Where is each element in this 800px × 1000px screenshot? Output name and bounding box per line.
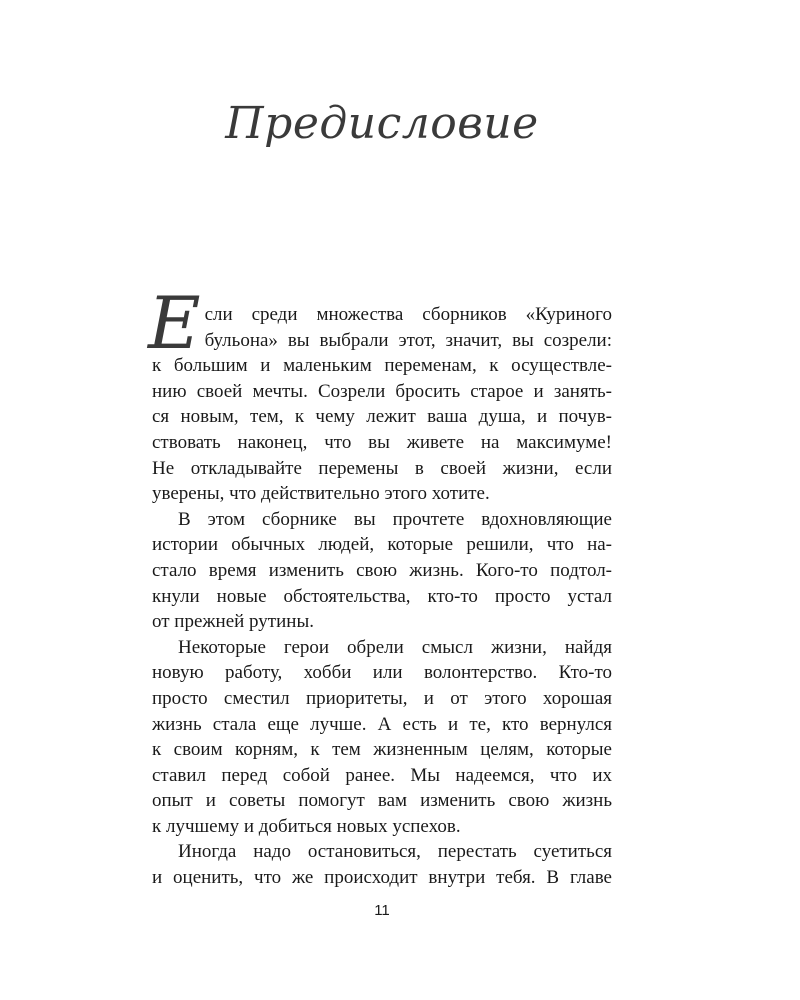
text-line: Некоторые герои обрели смысл жизни, найдя xyxy=(178,636,612,658)
text-line: к своим корням, к тем жизненным целям, которые xyxy=(152,739,612,761)
text-line: уверены, что действительно этого хотите. xyxy=(152,483,490,505)
text-line: от прежней рутины. xyxy=(152,611,314,633)
text-line: сли среди множества сборников «Куриного xyxy=(204,304,612,325)
text-line: просто сместил приоритеты, и от этого хорошая xyxy=(152,687,612,709)
paragraph-4 xyxy=(152,839,612,890)
drop-cap: Е xyxy=(148,281,201,365)
text-line: к лучшему и добиться новых успехов. xyxy=(152,815,461,837)
text-line: бульона» вы выбрали этот, значит, вы созрели: xyxy=(204,329,612,351)
text-line: к большим и маленьким переменам, к осуществле- xyxy=(152,355,612,377)
paragraph-2 xyxy=(152,507,612,635)
body-text xyxy=(148,281,612,891)
text-line: ствовать наконец, что вы живете на максимуме! xyxy=(152,431,612,453)
page-number: 11 xyxy=(374,902,390,919)
text-line: нию своей мечты. Созрели бросить старое и занять- xyxy=(152,380,612,402)
text-line: кнули новые обстоятельства, кто-то просто устал xyxy=(152,585,612,607)
text-line: стало время изменить свою жизнь. Кого-то подтол- xyxy=(152,559,612,581)
text-line: жизнь стала еще лучше. А есть и те, кто вернулся xyxy=(152,713,612,735)
paragraph-3 xyxy=(152,635,612,840)
text-line: В этом сборнике вы прочтете вдохновляющие xyxy=(178,508,612,530)
text-line: Не откладывайте перемены в своей жизни, если xyxy=(152,457,612,479)
text-line: новую работу, хобби или волонтерство. Кто-то xyxy=(152,662,612,684)
text-line: ся новым, тем, к чему лежит ваша душа, и почув- xyxy=(152,406,612,428)
text-line: Иногда надо остановиться, перестать суетиться xyxy=(178,841,612,863)
text-line: опыт и советы помогут вам изменить свою жизнь xyxy=(152,790,612,812)
chapter-title: Предисловие xyxy=(225,98,539,149)
text-line: и оценить, что же происходит внутри тебя. В главе xyxy=(152,867,612,889)
text-line: истории обычных людей, которые решили, что на- xyxy=(152,534,612,556)
paragraph-1 xyxy=(148,281,612,507)
text-line: ставил перед собой ранее. Мы надеемся, что их xyxy=(152,764,612,786)
